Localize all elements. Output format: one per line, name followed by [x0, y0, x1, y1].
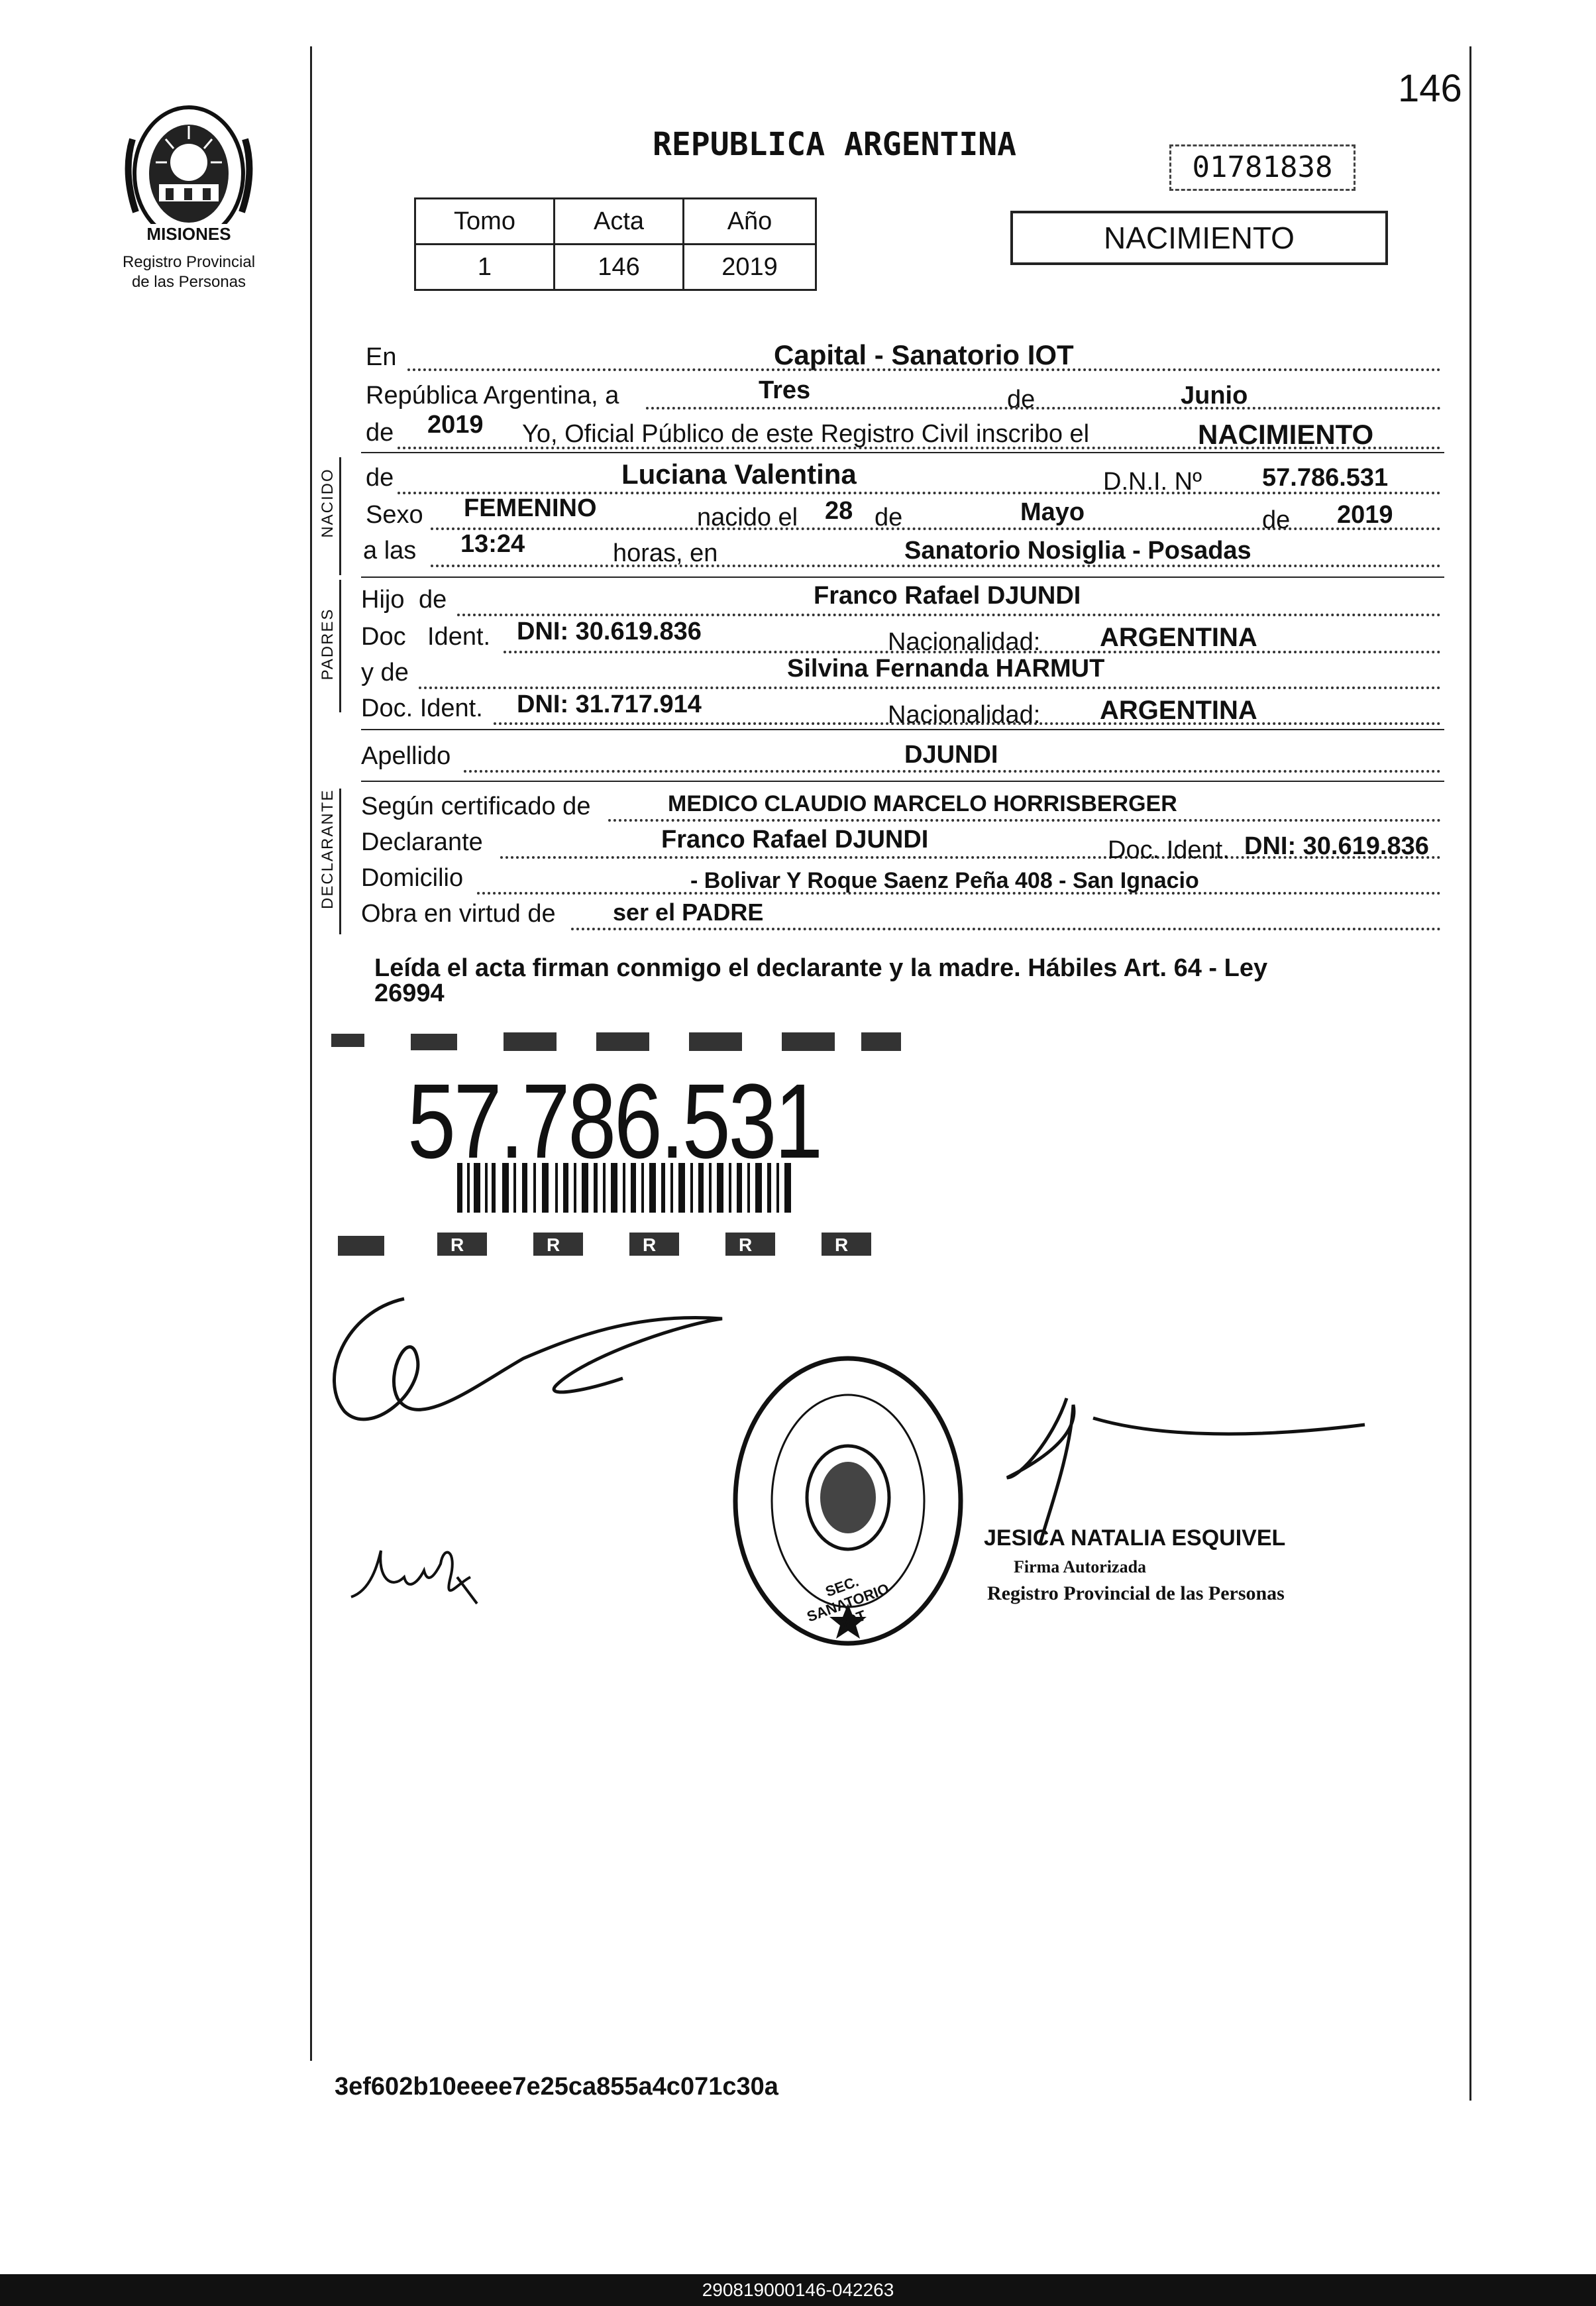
svg-text:R: R: [739, 1235, 753, 1255]
child-dni: 57.786.531: [1262, 464, 1389, 492]
mother-signature: [345, 1537, 490, 1630]
country-title: REPUBLICA ARGENTINA: [653, 126, 1017, 163]
sticker-id-number: 57.786.531: [407, 1062, 821, 1180]
section-rule: [361, 452, 1444, 453]
time-label: a las: [363, 537, 417, 565]
birth-place: Sanatorio Nosiglia - Posadas: [904, 537, 1251, 565]
child-sex: FEMENINO: [464, 494, 597, 522]
birth-time: 13:24: [460, 530, 525, 558]
declarant-name: Franco Rafael DJUNDI: [661, 826, 929, 853]
en-label: En: [366, 343, 397, 371]
dotted-line: [571, 928, 1441, 930]
dotted-line: [419, 686, 1441, 689]
acta-header: Acta: [555, 199, 684, 245]
official-title: Firma Autorizada: [1014, 1557, 1147, 1576]
official-signature: [994, 1378, 1391, 1551]
declarant-label: Declarante: [361, 828, 483, 856]
declarant-capacity: ser el PADRE: [613, 899, 764, 926]
certificate-label: Según certificado de: [361, 793, 591, 820]
surname-label: Apellido: [361, 742, 451, 770]
de-label: de: [366, 464, 394, 492]
declarant-dni: DNI: 30.619.836: [1244, 832, 1429, 860]
volume-record-year-table: [414, 197, 817, 291]
doc-ident-label: Doc. Ident.: [1108, 836, 1230, 864]
child-of-label: Hijo: [361, 586, 405, 614]
born-on-label: nacido el: [697, 504, 798, 531]
footer-bar: [0, 2274, 1596, 2306]
right-margin-line: [1469, 46, 1471, 2101]
closing-statement-law: 26994: [374, 979, 445, 1007]
father-nationality: ARGENTINA: [1100, 623, 1257, 652]
de-label: de: [1262, 506, 1291, 534]
de-label: de: [366, 419, 394, 447]
father-name: Franco Rafael DJUNDI: [814, 582, 1081, 610]
svg-text:R: R: [451, 1235, 464, 1255]
registry-name-line2: de las Personas: [131, 273, 246, 291]
surname: DJUNDI: [904, 741, 998, 769]
id-number-sticker: [331, 1020, 908, 1276]
birth-day: 28: [825, 497, 853, 525]
dotted-line: [646, 407, 1441, 410]
republic-label: República Argentina, a: [366, 382, 619, 410]
dotted-line: [464, 770, 1441, 773]
dni-label: D.N.I. Nº: [1103, 468, 1202, 496]
hours-in-label: horas, en: [613, 539, 718, 567]
declarant-address: - Bolivar Y Roque Saenz Peña 408 - San Ignacio: [690, 868, 1199, 893]
doc-ident-label: Doc. Ident.: [361, 694, 483, 722]
side-label-declarant: DECLARANTE: [319, 789, 337, 909]
born-section-bar: [339, 457, 341, 575]
dotted-line: [608, 819, 1441, 822]
ident-label: Ident.: [427, 623, 491, 651]
child-name: Luciana Valentina: [621, 459, 857, 490]
and-of-label: y de: [361, 659, 409, 686]
birth-month: Mayo: [1020, 498, 1085, 526]
record-type-box: NACIMIENTO: [1010, 211, 1388, 265]
left-margin-line: [310, 46, 312, 2061]
anio-header: Año: [684, 199, 816, 245]
official-statement: Yo, Oficial Público de este Registro Civil inscribo el: [522, 420, 1090, 448]
registration-month: Junio: [1181, 382, 1248, 410]
page-number: 146: [1398, 67, 1462, 110]
declarant-signature: [305, 1286, 782, 1445]
registry-seal: [729, 1348, 967, 1653]
registration-place: Capital - Sanatorio IOT: [774, 339, 1074, 370]
certificate-issuer: MEDICO CLAUDIO MARCELO HORRISBERGER: [668, 791, 1177, 816]
tomo-value: 1: [415, 245, 555, 290]
svg-text:R: R: [643, 1235, 657, 1255]
de-label: de: [875, 504, 903, 531]
de-label: de: [419, 586, 447, 614]
registry-name-line1: Registro Provincial: [122, 253, 256, 271]
acta-value: 146: [555, 245, 684, 290]
document-hash: 3ef602b10eeee7e25ca855a4c071c30a: [335, 2073, 778, 2101]
mother-dni: DNI: 31.717.914: [517, 690, 702, 718]
parents-section-bar: [339, 580, 341, 712]
tomo-header: Tomo: [415, 199, 555, 245]
declarant-section-bar: [339, 789, 341, 934]
side-label-born: NACIDO: [319, 468, 337, 538]
footer-code: 290819000146-042263: [702, 2279, 894, 2300]
birth-year: 2019: [1337, 501, 1393, 529]
section-rule: [361, 576, 1444, 578]
anio-value: 2019: [684, 245, 816, 290]
mother-nationality: ARGENTINA: [1100, 696, 1257, 725]
svg-text:R: R: [835, 1235, 849, 1255]
official-name: JESICA NATALIA ESQUIVEL: [984, 1525, 1286, 1551]
address-label: Domicilio: [361, 864, 464, 892]
seal-inner-text: SEC. SANATORIO IOT: [804, 1572, 892, 1631]
nationality-label: Nacionalidad:: [888, 701, 1041, 729]
serial-number: 01781838: [1169, 144, 1356, 191]
side-label-parents: PADRES: [319, 608, 337, 681]
doc-label: Doc: [361, 623, 406, 651]
logo-bottom-text: MISIONES: [133, 224, 245, 245]
de-label: de: [1007, 386, 1036, 413]
registration-day: Tres: [759, 376, 811, 404]
registration-year: 2019: [427, 411, 484, 439]
sex-label: Sexo: [366, 501, 423, 529]
nationality-label: Nacionalidad:: [888, 628, 1041, 656]
event-type: NACIMIENTO: [1198, 419, 1374, 450]
capacity-label: Obra en virtud de: [361, 900, 556, 928]
closing-statement: Leída el acta firman conmigo el declarante y la madre. Hábiles Art. 64 - Ley: [374, 954, 1268, 982]
official-registry: Registro Provincial de las Personas: [987, 1582, 1285, 1604]
father-dni: DNI: 30.619.836: [517, 618, 702, 645]
section-rule: [361, 781, 1444, 782]
mother-name: Silvina Fernanda HARMUT: [787, 655, 1105, 683]
dotted-line: [457, 614, 1441, 616]
svg-text:R: R: [547, 1235, 560, 1255]
section-rule: [361, 729, 1444, 730]
